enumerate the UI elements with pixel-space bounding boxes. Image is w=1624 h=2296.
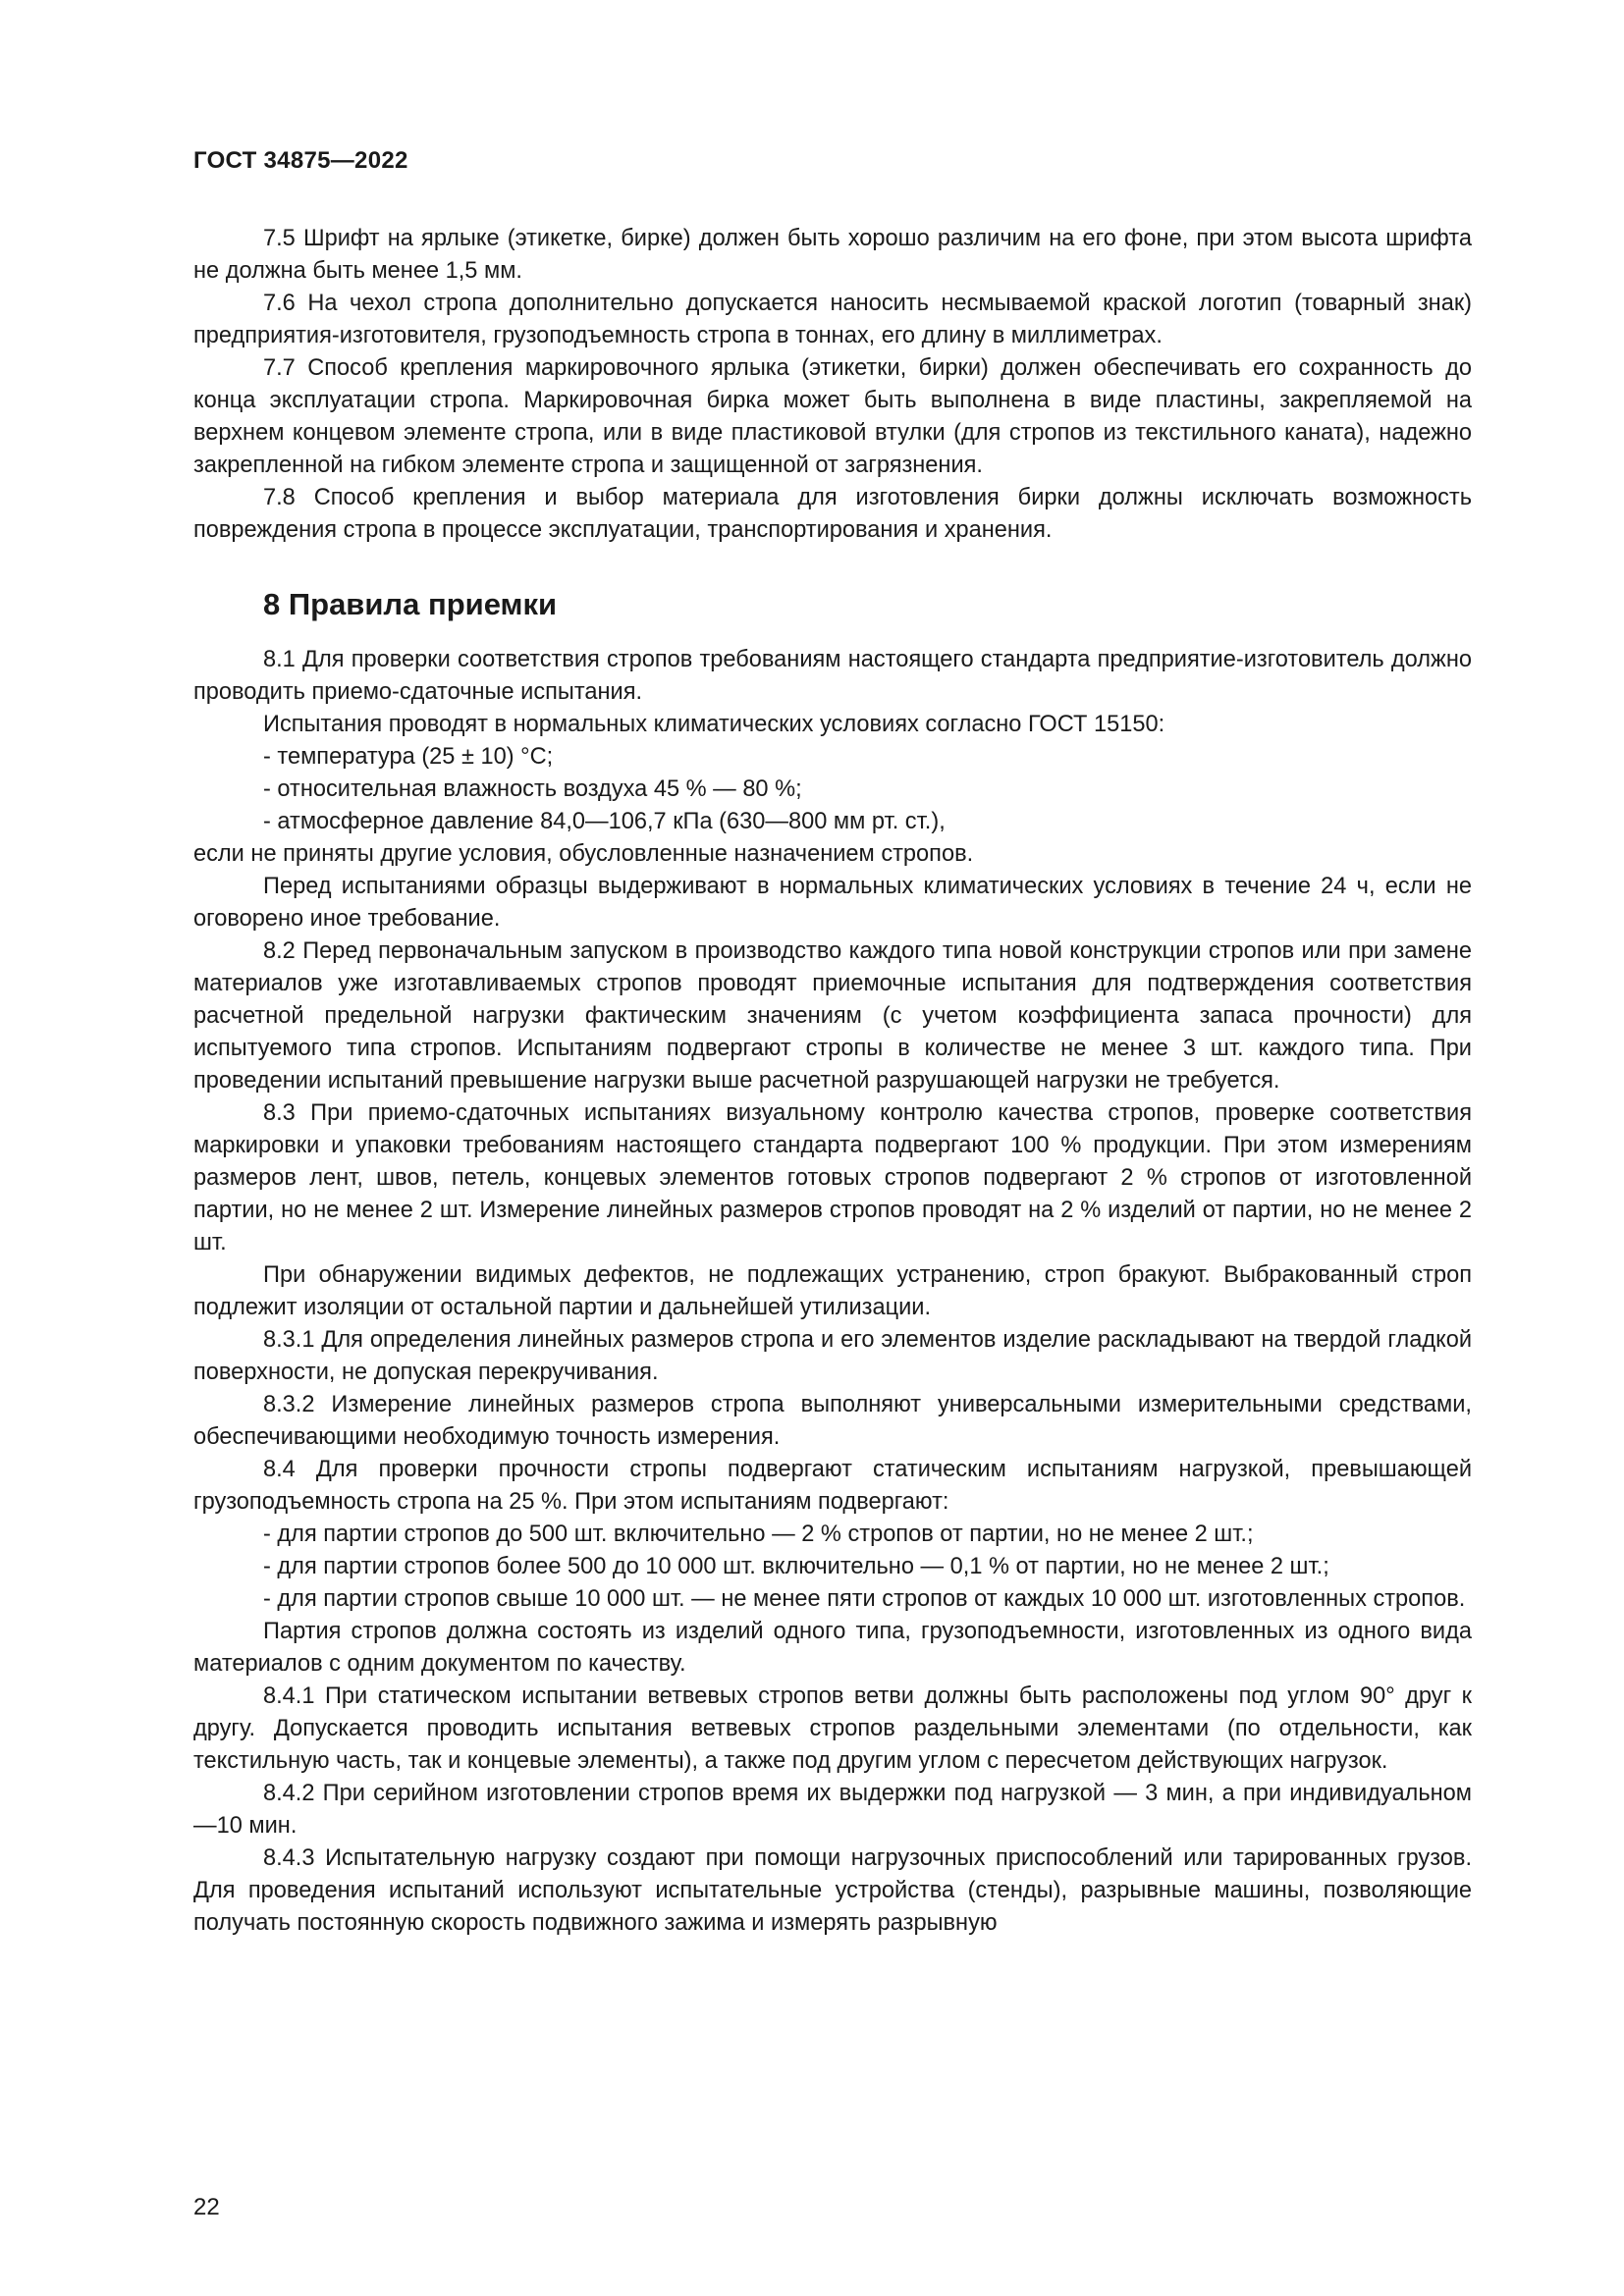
- paragraph-8-1-hold: Перед испытаниями образцы выдерживают в нормальных климатических условиях в течение 24 ч, если не оговорено иное требование.: [193, 874, 1472, 932]
- list-item-humidity: - относительная влажность воздуха 45 % — 80 %;: [263, 776, 802, 802]
- list-item-sampling-over-10000: - для партии стропов свыше 10 000 шт. — не менее пяти стропов от каждых 10 000 шт. изготовленных стропов.: [263, 1586, 1466, 1612]
- paragraph-8-3-1: 8.3.1 Для определения линейных размеров стропа и его элементов изделие раскладывают на твердой гладкой поверхности, не допуская перекручивания.: [193, 1327, 1472, 1385]
- paragraph-7-8: 7.8 Способ крепления и выбор материала для изготовления бирки должны исключать возможность повреждения стропа в процессе эксплуатации, транспортирования и хранения.: [193, 485, 1472, 543]
- paragraph-8-4-2: 8.4.2 При серийном изготовлении стропов время их выдержки под нагрузкой — 3 мин, а при индивидуальном —10 мин.: [193, 1781, 1472, 1839]
- paragraph-8-3: 8.3 При приемо-сдаточных испытаниях визуальному контролю качества стропов, проверке соответствия маркировки и упаковки требованиям настоящего стандарта подвергают 100 % продукции. При этом измерениям размеров лент, швов, петель, концевых элементов готовых стропов подвергают 2 % стропов от изготовленной партии, но не менее 2 шт. Измерение линейных размеров стропов проводят на 2 % изделий от партии, но не менее 2 шт.: [193, 1100, 1472, 1255]
- list-item-temperature: - температура (25 ± 10) °С;: [263, 744, 554, 770]
- section-8-heading: 8 Правила приемки: [263, 587, 558, 621]
- paragraph-8-3-2: 8.3.2 Измерение линейных размеров стропа выполняют универсальными измерительными средствами, обеспечивающими необходимую точность измерения.: [193, 1392, 1472, 1450]
- list-item-sampling-10000: - для партии стропов более 500 до 10 000 шт. включительно — 0,1 % от партии, но не менее 2 шт.;: [263, 1554, 1329, 1579]
- paragraph-8-2: 8.2 Перед первоначальным запуском в производство каждого типа новой конструкции стропов или при замене материалов уже изготавливаемых стропов проводят приемочные испытания для подтверждения соответствия расчетной предельной нагрузки фактическим значениям (с учетом коэффициента запаса прочности) для испытуемого типа стропов. Испытаниям подвергают стропы в количестве не менее 3 шт. каждого типа. При проведении испытаний превышение нагрузки выше расчетной разрушающей нагрузки не требуется.: [193, 938, 1472, 1094]
- paragraph-7-7: 7.7 Способ крепления маркировочного ярлыка (этикетки, бирки) должен обеспечивать его сохранность до конца эксплуатации стропа. Маркировочная бирка может быть выполнена в виде пластины, закрепляемой на верхнем концевом элементе стропа, или в виде пластиковой втулки (для стропов из текстильного каната), надежно закрепленной на гибком элементе стропа и защищенной от загрязнения.: [193, 355, 1472, 478]
- paragraph-7-5: 7.5 Шрифт на ярлыке (этикетке, бирке) должен быть хорошо различим на его фоне, при этом высота шрифта не должна быть менее 1,5 мм.: [193, 226, 1472, 284]
- paragraph-8-4-batch: Партия стропов должна состоять из изделий одного типа, грузоподъемности, изготовленных из одного вида материалов с одним документом по качеству.: [193, 1619, 1472, 1677]
- paragraph-8-1-unless: если не приняты другие условия, обусловленные назначением стропов.: [193, 841, 974, 867]
- page-number: 22: [193, 2194, 220, 2220]
- paragraph-8-3-defects: При обнаружении видимых дефектов, не подлежащих устранению, строп бракуют. Выбракованный строп подлежит изоляции от остальной партии и дальнейшей утилизации.: [193, 1262, 1472, 1320]
- document-header: ГОСТ 34875—2022: [193, 147, 408, 174]
- paragraph-7-6: 7.6 На чехол стропа дополнительно допускается наносить несмываемой краской логотип (товарный знак) предприятия-изготовителя, грузоподъемность стропа в тоннах, его длину в миллиметрах.: [193, 291, 1472, 348]
- list-item-sampling-500: - для партии стропов до 500 шт. включительно — 2 % стропов от партии, но не менее 2 шт.;: [263, 1522, 1254, 1547]
- paragraph-8-4-1: 8.4.1 При статическом испытании ветвевых стропов ветви должны быть расположены под углом 90° друг к другу. Допускается проводить испытания ветвевых стропов раздельными элементами (по отдельности, как текстильную часть, так и концевые элементы), а также под другим углом с пересчетом действующих нагрузок.: [193, 1683, 1472, 1774]
- paragraph-8-4-3: 8.4.3 Испытательную нагрузку создают при помощи нагрузочных приспособлений или тарированных грузов. Для проведения испытаний используют испытательные устройства (стенды), разрывные машины, позволяющие получать постоянную скорость подвижного зажима и измерять разрывную: [193, 1845, 1472, 1936]
- paragraph-8-1-conditions: Испытания проводят в нормальных климатических условиях согласно ГОСТ 15150:: [263, 712, 1165, 737]
- paragraph-8-1: 8.1 Для проверки соответствия стропов требованиям настоящего стандарта предприятие-изготовитель должно проводить приемо-сдаточные испытания.: [193, 647, 1472, 705]
- list-item-pressure: - атмосферное давление 84,0—106,7 кПа (630—800 мм рт. ст.),: [263, 809, 946, 834]
- page-content: [193, 223, 1472, 1940]
- paragraph-8-4: 8.4 Для проверки прочности стропы подвергают статическим испытаниям нагрузкой, превышающей грузоподъемность стропа на 25 %. При этом испытаниям подвергают:: [193, 1457, 1472, 1515]
